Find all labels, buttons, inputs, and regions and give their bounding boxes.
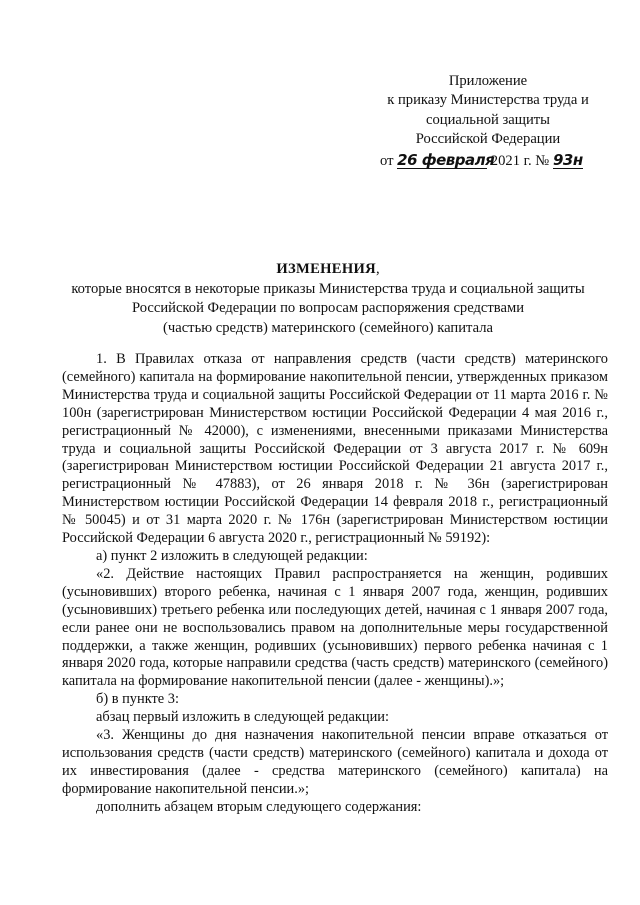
paragraph-7: дополнить абзацем вторым следующего содержания: [96, 798, 422, 815]
appendix-order-ref: к приказу Министерства труда и [387, 92, 589, 109]
order-year-text: 2021 г. № [490, 153, 550, 169]
paragraph-6: «3. Женщины до дня назначения накопительной пенсии вправе отказаться от использования средств (части средств) материнского (семейного) капитала и дохода от их инвестирования (далее - средства материнского (семейного) капитала) на формирование накопительной пенсии.»; [62, 727, 608, 797]
heading-line-2: которые вносятся в некоторые приказы Министерства труда и социальной защиты [71, 280, 585, 297]
appendix-block [372, 72, 604, 150]
paragraph-4: б) в пункте 3: [96, 691, 179, 708]
paragraph-2: а) пункт 2 изложить в следующей редакции: [96, 547, 368, 564]
heading-line-4: (частью средств) материнского (семейного) капитала [163, 319, 493, 336]
order-prefix: от [380, 153, 394, 169]
paragraph-3: «2. Действие настоящих Правил распространяется на женщин, родивших (усыновивших) второго ребенка, начиная с 1 января 2007 года, женщин, родивших (усыновивших) третьего ребенка или последующих детей, начиная с 1 января 2007 года, если ранее они не воспользовались правом на дополнительные меры государственной поддержки, а также женщин, родивших (усыновивших) первого ребенка начиная с 1 января 2020 года, которые направили средства (часть средств) материнского (семейного) капитала на формирование накопительной пенсии (далее - женщины).»; [62, 565, 608, 690]
heading-line-3: Российской Федерации по вопросам распоряжения средствами [131, 300, 525, 316]
appendix-label: Приложение [448, 73, 528, 89]
document-body [62, 351, 608, 817]
order-number-handwritten: 93н [552, 151, 583, 169]
document-heading [40, 260, 616, 338]
order-date-line [380, 150, 620, 172]
paragraph-1: 1. В Правилах отказа от направления средств (части средств) материнского (семейного) капитала на формирование накопительной пенсии, утвержденных приказом Министерства труда и социальной защиты Российской Федерации от 11 марта 2016 г. № 100н (зарегистрирован Министерством юстиции Российской Федерации 4 мая 2016 г., регистрационный № 42000), с изменениями, внесенными приказами Министерства труда и социальной защиты Российской Федерации от 3 августа 2017 г. № 609н (зарегистрирован Министерством юстиции Российской Федерации 21 августа 2017 г., регистрационный № 47883), от 26 января 2018 г. № 36н (зарегистрирован Министерством юстиции Российской Федерации 14 февраля 2018 г., регистрационный № 50045) и от 31 марта 2020 г. № 176н (зарегистрирован Министерством юстиции Российской Федерации 6 августа 2020 г., регистрационный № 59192): [62, 351, 608, 547]
order-date-handwritten: 26 февраля [397, 151, 495, 169]
appendix-ministry-line: социальной защиты [426, 111, 550, 128]
heading-title: ИЗМЕНЕНИЯ [276, 261, 376, 277]
paragraph-5: абзац первый изложить в следующей редакции: [96, 709, 390, 726]
appendix-country-line: Российской Федерации [415, 131, 561, 148]
heading-title-suffix: , [375, 261, 380, 277]
